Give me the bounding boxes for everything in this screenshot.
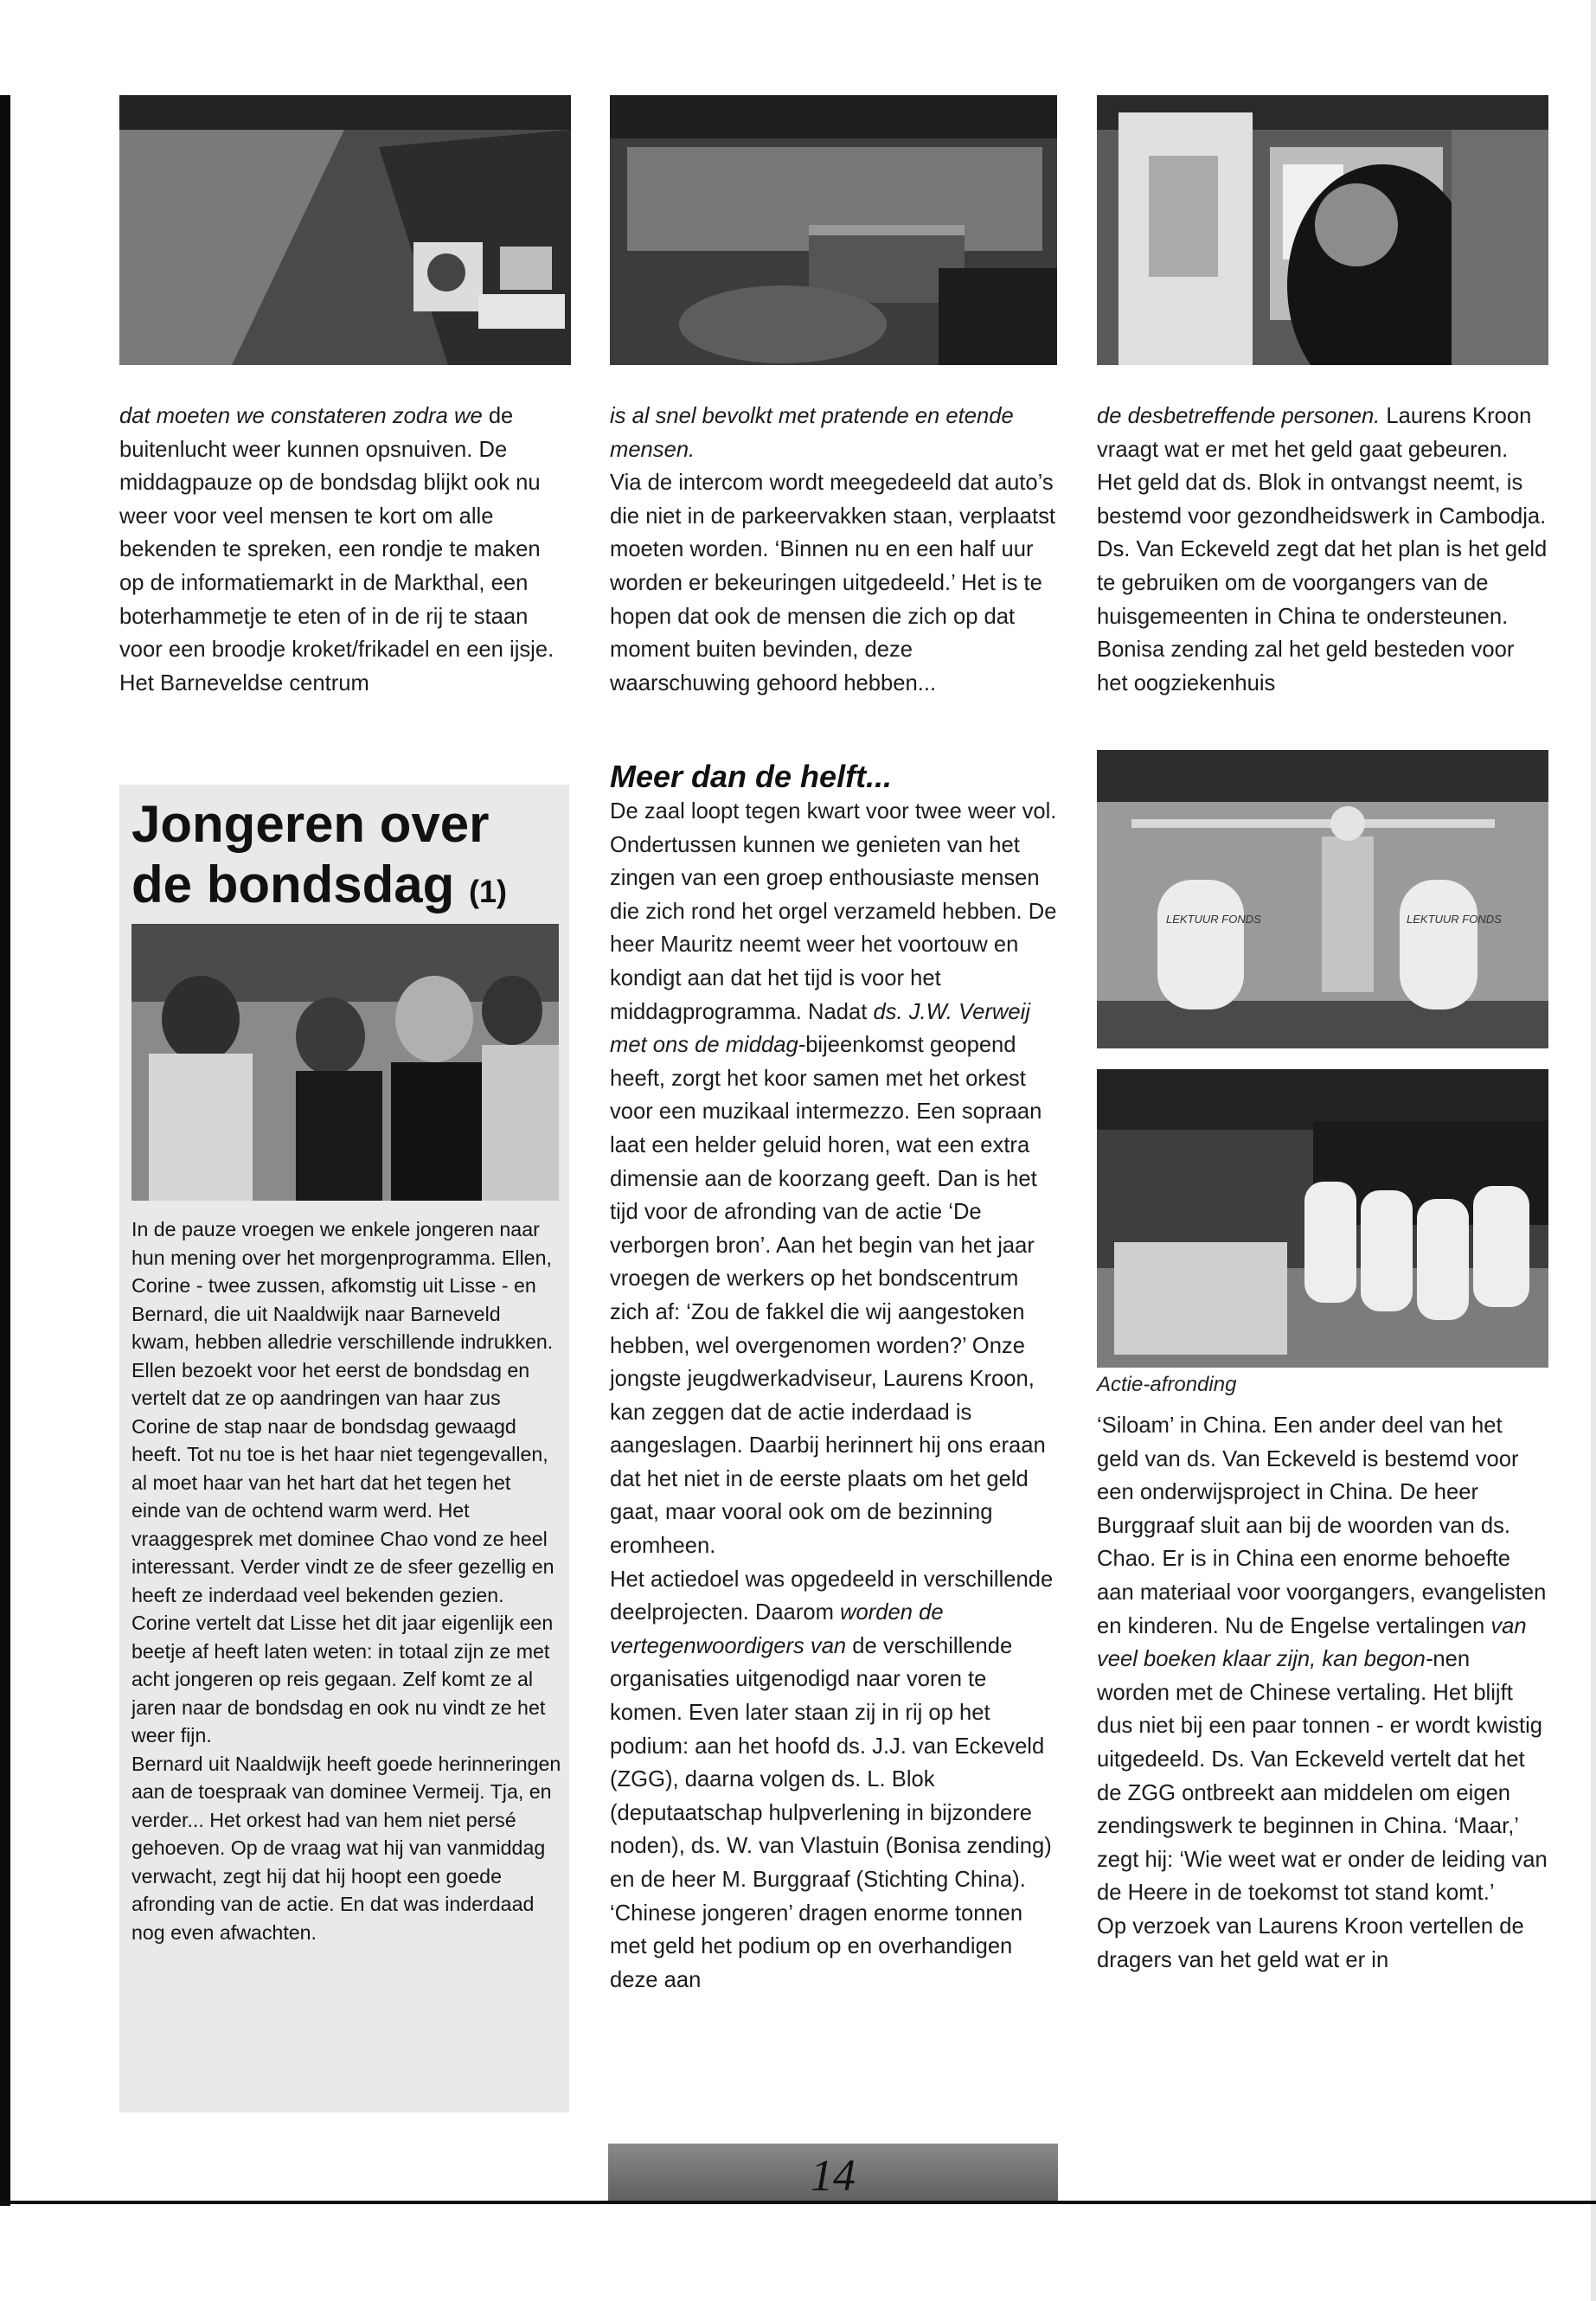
column-3-top-text [1097,400,1548,700]
col2-main-paragraph-1: De zaal loopt tegen kwart voor twee weer vol. Ondertussen kunnen we genieten van het zingen van een groep enthousiaste mensen die zich rond het orgel verzameld hebben. De heer Mauritz neemt weer het voortouw en kondigt aan dat het tijd is voor het middagprogramma. Nadat ds. J.W. Verweij met ons de middag-bijeenkomst geopend heeft, zorgt het koor samen met het orkest voor een muzikaal intermezzo. Een sopraan laat een helder geluid horen, wat een extra dimensie aan de koorzang geeft. Dan is het tijd voor de afronding van de actie ‘De verborgen bron’. Aan het begin van het jaar vroegen de werkers op het bondscentrum zich af: ‘Zou de fakkel die wij aangestoken hebben, wel overgenomen worden?’ Onze jongste jeugdwerkadviseur, Laurens Kroon, kan zeggen dat de actie inderdaad is aangeslagen. Daarbij herinnert hij ons eraan dat het niet in de eerste plaats om het geld gaat, maar vooral ook om de bezinning eromheen. [610,799,1057,1559]
scan-edge-left [0,95,10,2206]
photo-stage-barrels [1097,750,1548,1048]
barrel-label-left: LEKTUUR FONDS [1166,913,1261,926]
col3-italic-lead: de desbetreffende personen. [1097,404,1381,428]
photo-youth-group [131,924,559,1201]
col1-paragraph-visible: dat moeten we constateren zodra we de buitenlucht weer kunnen opsnuiven. De middagpauze op de bondsdag blijkt ook nu weer voor veel mensen te kort om alle bekenden te spreken, een rondje te maken op de informatiemarkt in de Markthal, een boterhammetje te eten of in de rij te staan voor een broodje kroket/frikadel en een ijsje. Het Barneveldse centrum [119,404,554,695]
sidebar-title-line1: Jongeren over [131,795,490,853]
sidebar-title [131,794,564,922]
sidebar-title-number: (1) [469,874,508,909]
col3-main-paragraph-2: Op verzoek van Laurens Kroon vertellen de dragers van het geld wat er in [1097,1913,1524,1972]
scan-edge-right [1591,0,1596,2301]
col2-intercom-paragraph: Via de intercom wordt meegedeeld dat auto’s die niet in de parkeervakken staan, verplaatst moeten worden. ‘Binnen nu en een half uur worden er bekeuringen uitgedeeld.’ Het is te hopen dat ook de mensen die zich op dat moment buiten bevinden, deze waarschuwing gehoord hebben... [610,471,1056,695]
column-1-body [119,400,571,700]
photo-action-finale [1097,1069,1548,1368]
sidebar-title-line2: de bondsdag [131,856,455,913]
subheading: Meer dan de helft... [610,759,893,794]
page-number: 14 [811,2151,856,2201]
photo-market-hall [119,95,571,365]
photo-exhibition-board [1097,95,1548,365]
col3-main-paragraph-1: ‘Siloam’ in China. Een ander deel van het geld van ds. Van Eckeveld is bestemd voor een onderwijsproject in China. De heer Burggraaf sluit aan bij de woorden van ds. Chao. Er is in China een enorme behoefte aan materiaal voor voorgangers, evangelisten en kinderen. Nu de Engelse vertalingen van veel boeken klaar zijn, kan begon-nen worden met de Chinese vertaling. Het blijft dus niet bij een paar tonnen - er wordt kwistig uitgedeeld. Ds. Van Eckeveld vertelt dat het de ZGG ontbreekt aan middelen om eigen zendingswerk te beginnen in China. ‘Maar,’ zegt hij: ‘Wie weet wat er onder de leiding van de Heere in de toekomst tot stand komt.’ [1097,1413,1548,1906]
col3-paragraph: Laurens Kroon vraagt wat er met het geld gaat gebeuren. Het geld dat ds. Blok in ontvangst neemt, is bestemd voor gezondheidswerk in Cambodja. Ds. Van Eckeveld zegt dat het plan is het geld te gebruiken om de voorgangers van de huisgemeenten in China te ondersteunen. Bonisa zending zal het geld besteden voor het oogziekenhuis [1097,404,1548,695]
barrel-label-right: LEKTUUR FONDS [1407,913,1502,926]
photo-hall-audience [610,95,1057,365]
sidebar-paragraph-2: Bernard uit Naaldwijk heeft goede herinneringen aan de toespraak van dominee Vermeij. Tja, en verder... Het orkest had van hem niet persé gehoeven. Op de vraag wat hij van vanmiddag verwacht, zegt hij dat hij hoopt een goede afronding van de actie. En dat was inderdaad nog even afwachten. [131,1752,561,1944]
col2-intro: is al snel bevolkt met pratende en etende mensen. [610,404,1014,462]
sidebar-paragraph-1: In de pauze vroegen we enkele jongeren naar hun mening over het morgenprogramma. Ellen, Corine - twee zussen, afkomstig uit Lisse - en Bernard, die uit Naaldwijk naar Barneveld kwam, hebben alledrie verschillende indrukken. Ellen bezoekt voor het eerst de bondsdag en vertelt dat ze op aandringen van haar zus Corine de stap naar de bondsdag gewaagd heeft. Tot nu toe is het haar niet tegengevallen, al moet haar van het hart dat het tegen het einde van de ochtend warm werd. Het vraaggesprek met dominee Chao vond ze heel interessant. Verder vindt ze de sfeer gezellig en heeft ze inderdaad veel bekenden gezien. Corine vertelt dat Lisse het dit jaar eigenlijk een beetje af heeft laten weten: in totaal zijn ze met acht jongeren op reis gegaan. Zelf komt ze al jaren naar de bondsdag en ook nu vindt ze het weer fijn. [131,1218,554,1747]
top-margin [0,0,1596,95]
column-2-top-text [610,400,1057,700]
col2-main-paragraph-2: Het actiedoel was opgedeeld in verschillende deelprojecten. Daarom worden de vertegenwoordigers van de verschillende organisaties uitgenodigd naar voren te komen. Even later staan zij in rij op het podium: aan het hoofd ds. J.J. van Eckeveld (ZGG), daarna volgen ds. L. Blok (deputaatschap hulpverlening in bijzondere noden), ds. W. van Vlastuin (Bonisa zending) en de heer M. Burggraaf (Stichting China). ‘Chinese jongeren’ dragen enorme tonnen met geld het podium op en overhandigen deze aan [610,1567,1054,1992]
column-3-main-text [1097,1409,1548,1977]
column-2-main-text [610,795,1057,1997]
sidebar-text [131,1215,562,1946]
bottom-rule [0,2201,1596,2204]
photo-caption: Actie-afronding [1097,1373,1237,1396]
